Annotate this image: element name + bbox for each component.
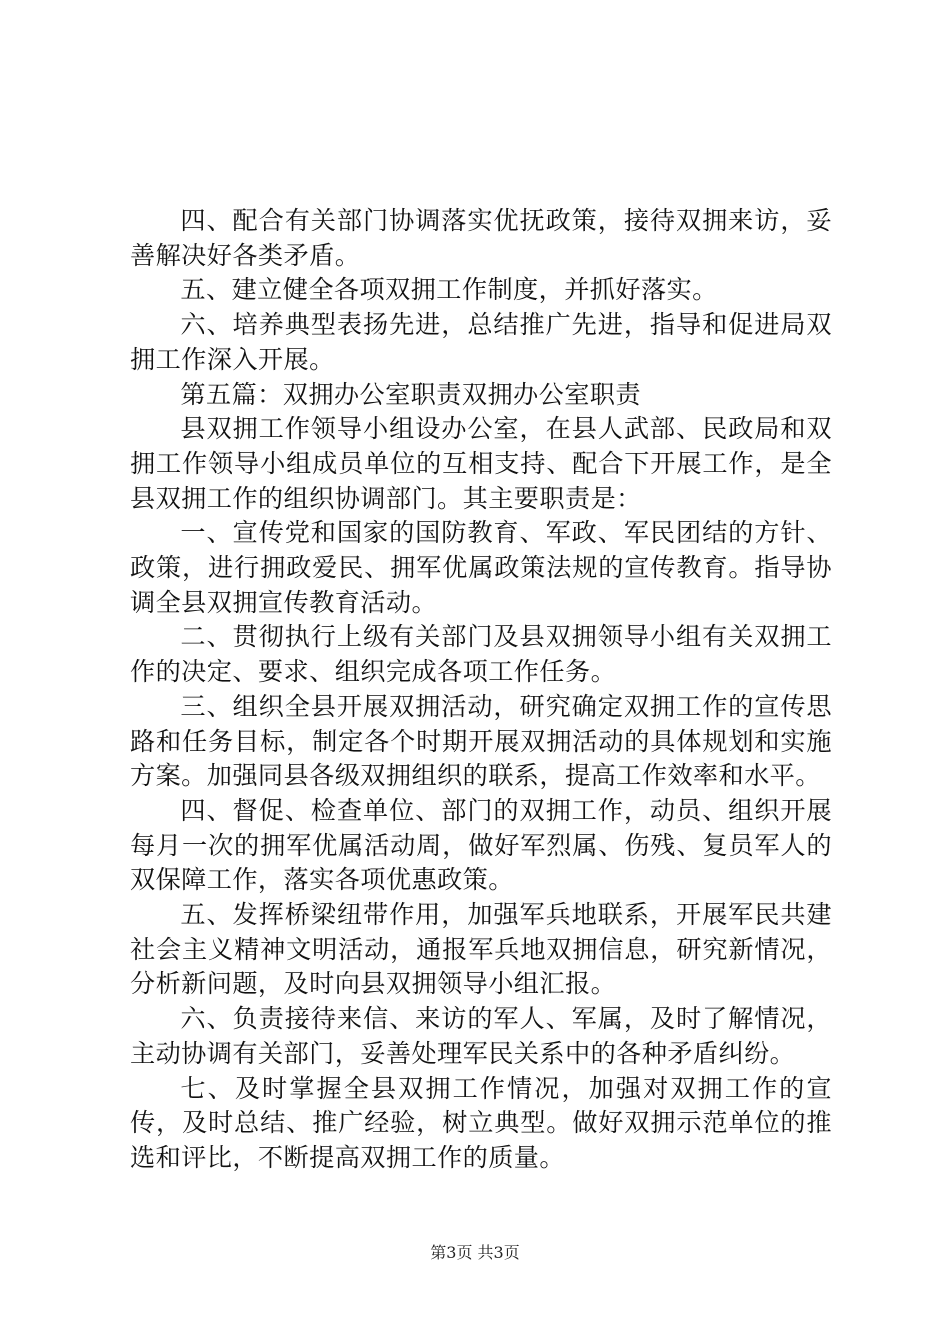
section-heading: 第五篇：双拥办公室职责双拥办公室职责	[180, 379, 641, 409]
paragraph: 县双拥工作领导小组设办公室，在县人武部、民政局和双拥工作领导小组成员单位的互相支持、配合下开展工作，是全县双拥工作的组织协调部门。其主要职责是：	[130, 414, 832, 513]
paragraph: 六、培养典型表扬先进，总结推广先进，指导和促进局双拥工作深入开展。	[130, 310, 832, 374]
paragraph: 二、贯彻执行上级有关部门及县双拥领导小组有关双拥工作的决定、要求、组织完成各项工作任务。	[130, 622, 832, 687]
paragraph: 五、建立健全各项双拥工作制度，并抓好落实。	[180, 275, 718, 305]
paragraph: 六、负责接待来信、来访的军人、军属，及时了解情况，主动协调有关部门，妥善处理军民关系中的各种矛盾纠纷。	[130, 1004, 832, 1068]
paragraph: 一、宣传党和国家的国防教育、军政、军民团结的方针、政策，进行拥政爱民、拥军优属政策法规的宣传教育。指导协调全县双拥宣传教育活动。	[130, 518, 832, 617]
document-body	[130, 204, 832, 1176]
paragraph: 七、及时掌握全县双拥工作情况，加强对双拥工作的宣传，及时总结、推广经验，树立典型。做好双拥示范单位的推选和评比，不断提高双拥工作的质量。	[130, 1073, 832, 1172]
paragraph: 四、督促、检查单位、部门的双拥工作，动员、组织开展每月一次的拥军优属活动周，做好军烈属、伤残、复员军人的双保障工作，落实各项优惠政策。	[130, 795, 832, 895]
paragraph: 三、组织全县开展双拥活动，研究确定双拥工作的宣传思路和任务目标，制定各个时期开展双拥活动的具体规划和实施方案。加强同县各级双拥组织的联系，提高工作效率和水平。	[130, 691, 832, 791]
paragraph: 五、发挥桥梁纽带作用，加强军兵地联系，开展军民共建社会主义精神文明活动，通报军兵地双拥信息，研究新情况，分析新问题，及时向县双拥领导小组汇报。	[130, 900, 832, 999]
page-number: 第3页 共3页	[430, 1243, 520, 1262]
paragraph: 四、配合有关部门协调落实优抚政策，接待双拥来访，妥善解决好各类矛盾。	[130, 206, 832, 270]
